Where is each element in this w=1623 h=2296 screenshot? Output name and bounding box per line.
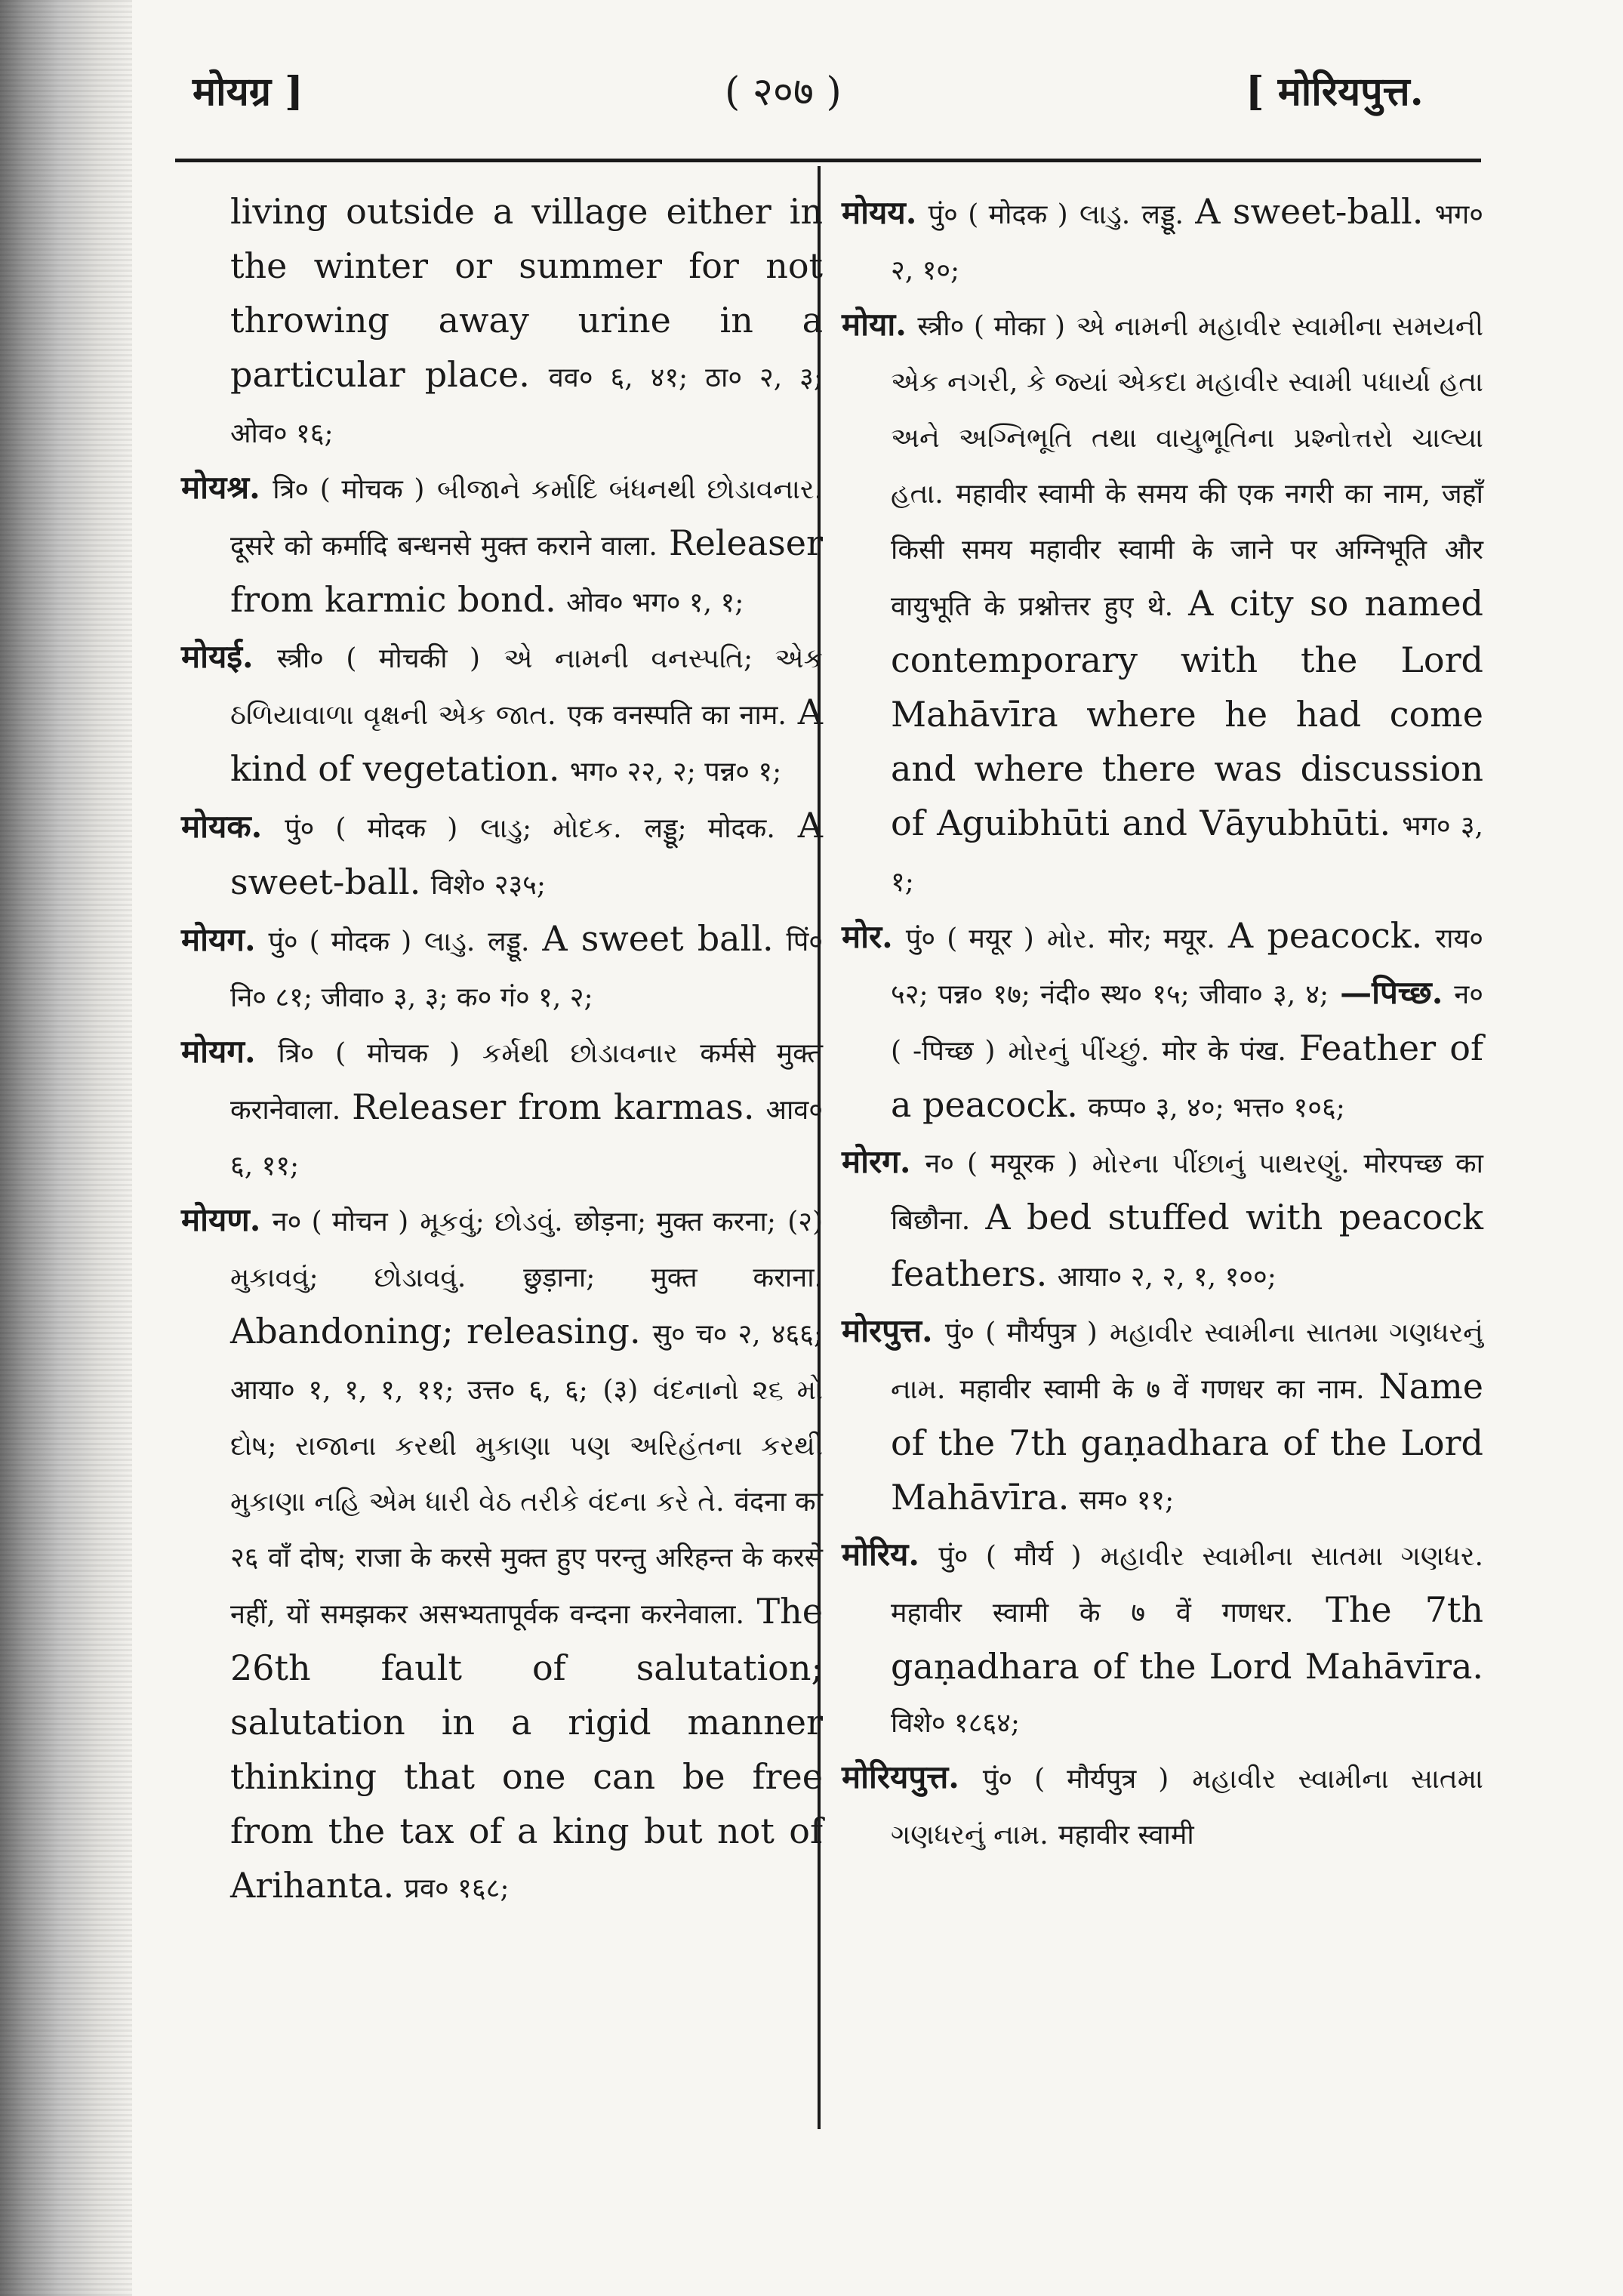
sense-english: The 26th fault of salutation; salutation in a rigid manner thinking that one can be free from the tax of a king but not of Arihanta. — [230, 1591, 823, 1906]
entry-hindi: छोड़ना; मुक्त करना; — [574, 1207, 776, 1237]
continued-entry — [181, 185, 823, 461]
sub-english: Feather of a peacock. — [891, 1028, 1483, 1125]
entry-gujarati: એ નામની મહાવીર સ્વામીના સમયની એક નગરી, કે જ્યાં એકદા મહાવીર સ્વામી પધાર્યા હતા અને અગ્નિભૂતિ તથા વાયુભૂતિના પ્રશ્નોત્તરો ચાલ્યા હતા. — [891, 311, 1483, 510]
dictionary-entry — [842, 909, 1483, 1135]
dictionary-entry — [181, 912, 823, 1025]
entry-grammar: त्रि० ( मोचक ) — [273, 474, 425, 505]
entry-ref: सु० च० २, ४६६; आया० १, १, १, ११; उत्त० ६, ६; — [230, 1319, 823, 1406]
entry-ref: विशे० १८६४; — [891, 1708, 1020, 1739]
dictionary-entry — [181, 630, 823, 799]
header-right-guideword: [ मोरियपुत्त. — [1246, 69, 1424, 115]
dictionary-entry — [181, 461, 823, 630]
entry-hindi: महावीर स्वामी के समय की एक नगरी का नाम, जहाँ किसी समय महावीर स्वामी के जाने पर अग्निभूति और वायुभूति के प्रश्नोत्तर हुए थे. — [891, 479, 1483, 622]
entry-gujarati: મહાવીર સ્વામીના સાતમા ગણધરનું નામ. — [891, 1318, 1483, 1405]
entry-hindi: मोर; मयूर. — [1108, 923, 1215, 954]
sense-gujarati: વંદનાનો ૨૬ મો દોષ; રાજાના કરથી મુકાણા પણ અરિહંતના કરથી મુકાણા નહિ એમ ધારી વેઠ તરીકે વંદના કરે તે. — [230, 1375, 823, 1518]
entry-headword: मोरिय. — [842, 1536, 920, 1573]
entry-gujarati: લાડુ; મોદક. — [480, 813, 622, 844]
entry-hindi: महावीर स्वामी के ७ वें गणधर. — [891, 1598, 1294, 1629]
entry-headword: मोयई. — [181, 638, 254, 675]
entry-gujarati: બીજાને કર્માદિ બંધનથી છોડાવનાર. — [436, 474, 823, 505]
entry-gujarati: લાડુ. — [1079, 199, 1131, 230]
entry-hindi: लड्डू; मोदक. — [644, 813, 775, 844]
entry-ref: विशे० २३५; — [430, 870, 547, 901]
entry-gujarati: મૂકવું; છોડવું. — [420, 1207, 563, 1237]
entry-grammar: पुं० ( मौर्यपुत्र ) — [982, 1764, 1169, 1795]
sub-headword: —पिच्छ. — [1340, 974, 1443, 1011]
entry-hindi: लड्डू. — [488, 926, 530, 957]
dictionary-entry — [842, 1135, 1483, 1304]
entry-ref: आया० २, २, १, १००; — [1057, 1262, 1277, 1293]
dictionary-entry — [842, 185, 1483, 297]
entry-english: Name of the 7th gaṇadhara of the Lord Mahāvīra. — [891, 1366, 1483, 1518]
entry-grammar: त्रि० ( मोचक ) — [278, 1038, 460, 1069]
entry-hindi: महावीर स्वामी — [1058, 1820, 1194, 1851]
header-rule — [175, 159, 1481, 162]
entry-english: living outside a village either in the winter or summer for not throwing away urine in a particular place. — [230, 191, 823, 395]
entry-grammar: पुं० ( मोदक ) — [268, 926, 412, 957]
sense-ref: प्रव० १६८; — [404, 1873, 510, 1904]
entry-english: Releaser from karmic bond. — [230, 522, 823, 620]
sub-ref: कप्प० ३, ४०; भत्त० १०६; — [1088, 1093, 1345, 1123]
entry-grammar: स्त्री० ( मोका ) — [917, 311, 1066, 342]
dictionary-entry — [181, 1193, 823, 1915]
entry-grammar: न० ( मयूरक ) — [925, 1148, 1078, 1179]
dictionary-entry — [181, 799, 823, 912]
dictionary-entry — [842, 1527, 1483, 1750]
entry-ref: आव० ६, ११; — [230, 1095, 823, 1182]
entry-english: A peacock. — [1227, 915, 1423, 956]
entry-english: A kind of vegetation. — [230, 692, 823, 789]
sense-hindi: वंदना का २६ वाँ दोष; राजा के करसे मुक्त हुए परन्तु अरिहन्त के करसे नहीं, यों समझकर असभ्यतापूर्वक वन्दना करनेवाला. — [230, 1487, 823, 1630]
entry-hindi: दूसरे को कर्मादि बन्धनसे मुक्त कराने वाला. — [230, 531, 658, 562]
entry-english: A city so named contemporary with the Lord Mahāvīra where he had come and where there was discussion of Aguibhūti and Vāyubhūti. — [891, 583, 1483, 843]
entry-headword: मोयश्र. — [181, 469, 260, 506]
entry-hindi: महावीर स्वामी के ७ वें गणधर का नाम. — [959, 1374, 1365, 1405]
entry-english: Abandoning; releasing. — [230, 1311, 641, 1351]
sub-hindi: मोर के पंख. — [1162, 1036, 1286, 1067]
entry-english: A bed stuffed with peacock feathers. — [891, 1197, 1483, 1294]
entry-hindi: एक वनस्पति का नाम. — [567, 700, 787, 731]
entry-headword: मोयग. — [181, 1033, 256, 1070]
entry-hindi-2: छुड़ाना; मुक्त कराना. — [523, 1262, 823, 1293]
entry-english: The 7th gaṇadhara of the Lord Mahāvīra. — [891, 1589, 1483, 1687]
entry-ref: पिं० नि० ८१; जीवा० ३, ३; क० गं० १, २; — [230, 926, 824, 1013]
entry-grammar: पुं० ( मोदक ) — [285, 813, 458, 844]
entry-hindi: लड्डू. — [1141, 199, 1184, 230]
entry-grammar: स्त्री० ( मोचकी ) — [276, 643, 481, 674]
entry-gujarati-2: (२) મુકાવવું; છોડાવવું. — [230, 1207, 824, 1293]
entry-grammar: पुं० ( मौर्य ) — [938, 1541, 1082, 1572]
sub-gujarati: મોરનું પીંચ્છું. — [1008, 1036, 1150, 1067]
page-number: ( २०७ ) — [725, 69, 842, 115]
entry-hindi: मोरपच्छ का बिछौना. — [891, 1148, 1483, 1236]
entry-headword: मोरग. — [842, 1143, 911, 1180]
entry-headword: मोरियपुत्त. — [842, 1758, 959, 1795]
entry-grammar: न० ( मोचन ) — [272, 1207, 409, 1237]
dictionary-entry — [842, 297, 1483, 909]
entry-ref: ओव० भग० १, १; — [566, 587, 744, 618]
dictionary-entry — [181, 1025, 823, 1193]
entry-gujarati: મહાવીર સ્વામીના સાતમા ગણધર. — [1100, 1541, 1483, 1572]
dictionary-entry — [842, 1750, 1483, 1862]
sense-number: (३) — [602, 1375, 639, 1406]
entry-headword: मोयय. — [842, 194, 917, 231]
entry-ref: भग० ३, १; — [891, 811, 1483, 898]
entry-grammar: पुं० ( मोदक ) — [928, 199, 1068, 230]
entry-headword: मोयण. — [181, 1201, 261, 1238]
entry-gujarati: મોરના પીંછાનું પાથરણું. — [1092, 1148, 1350, 1179]
entry-english: A sweet ball. — [542, 918, 774, 959]
entry-english: A sweet-ball. — [230, 805, 823, 902]
entry-headword: मोयग. — [181, 921, 256, 958]
entry-ref: भग० २, १०; — [891, 199, 1483, 286]
left-column — [181, 185, 823, 1915]
entry-gujarati: એ નામની વનસ્પતિ; એક ઠળિયાવાળા વૃક્ષની એક જાત. — [230, 643, 823, 731]
dictionary-entry — [842, 1304, 1483, 1527]
entry-ref: वव० ६, ४१; ठा० २, ३; ओव० १६; — [230, 362, 823, 449]
entry-headword: मोया. — [842, 306, 907, 343]
entry-gujarati: લાડુ. — [424, 926, 476, 957]
entry-ref: सम० ११; — [1079, 1485, 1175, 1516]
sub-grammar: न० ( -पिच्छ ) — [891, 979, 1483, 1067]
entry-gujarati: મહાવીર સ્વામીના સાતમા ગણધરનું નામ. — [891, 1764, 1483, 1851]
entry-headword: मोरपुत्त. — [842, 1312, 933, 1349]
entry-english: Releaser from karmas. — [352, 1086, 755, 1127]
entry-grammar: पुं० ( मयूर ) — [905, 923, 1034, 954]
entry-headword: मोर. — [842, 918, 893, 955]
entry-gujarati: કર્મથી છોડાવનાર — [482, 1038, 678, 1069]
entry-headword: मोयक. — [181, 808, 263, 845]
entry-english: A sweet-ball. — [1195, 191, 1424, 232]
entry-hindi: कर्मसे मुक्त करानेवाला. — [230, 1038, 823, 1126]
entry-ref: भग० २२, २; पन्न० १; — [569, 757, 782, 787]
entry-gujarati: મોર. — [1046, 923, 1096, 954]
right-column — [842, 185, 1483, 1862]
entry-grammar: पुं० ( मौर्यपुत्र ) — [944, 1318, 1098, 1348]
entry-ref: राय० ५२; पन्न० १७; नंदी० स्थ० १५; जीवा० ३, ४; — [891, 923, 1484, 1010]
header-left-guideword: मोयग्र ] — [192, 69, 303, 115]
